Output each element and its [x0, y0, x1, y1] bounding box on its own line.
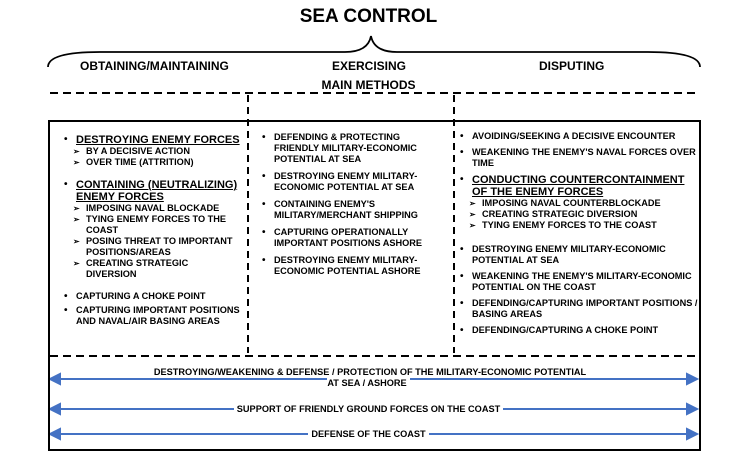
method-item: • DESTROYING ENEMY FORCES [64, 134, 240, 146]
method-item: • CAPTURING OPERATIONALLY IMPORTANT POSITIONS ASHORE [262, 227, 447, 249]
method-item: • DESTROYING ENEMY MILITARY-ECONOMIC POTENTIAL AT SEA [262, 171, 447, 193]
column-header-disputing: DISPUTING [539, 59, 605, 73]
method-item: • WEAKENING THE ENEMY'S NAVAL FORCES OVER TIME [460, 147, 698, 169]
method-subitem: ➢ TYING ENEMY FORCES TO THE COAST [460, 220, 698, 231]
method-subitem: ➢ CREATING STRATEGIC DIVERSION [460, 209, 698, 220]
method-subitem: ➢ IMPOSING NAVAL COUNTERBLOCKADE [460, 198, 698, 209]
exercising-methods-list [262, 126, 447, 277]
method-subitem: ➢ CREATING STRATEGIC DIVERSION [64, 258, 240, 280]
method-item: • DESTROYING ENEMY MILITARY-ECONOMIC POTENTIAL AT SEA [460, 244, 698, 266]
method-item: • AVOIDING/SEEKING A DECISIVE ENCOUNTER [460, 131, 698, 142]
method-subitem: ➢ OVER TIME (ATTRITION) [64, 157, 240, 168]
list-spacer [64, 168, 240, 176]
method-item: • DEFENDING & PROTECTING FRIENDLY MILITARY-ECONOMIC POTENTIAL AT SEA [262, 132, 447, 165]
column-header-exercising: EXERCISING [332, 59, 407, 73]
band-coast-defense: DEFENSE OF THE COAST [0, 429, 737, 440]
band-military-economic: DESTROYING/WEAKENING & DEFENSE / PROTECTION OF THE MILITARY-ECONOMIC POTENTIAL AT SEA / ASHORE [0, 367, 737, 389]
column-header-obtaining: OBTAINING/MAINTAINING [80, 59, 229, 73]
obtaining-methods-list [64, 131, 240, 327]
method-subitem: ➢ IMPOSING NAVAL BLOCKADE [64, 203, 240, 214]
diagram-title: SEA CONTROL [299, 6, 438, 27]
band-ground-support: SUPPORT OF FRIENDLY GROUND FORCES ON THE COAST [0, 404, 737, 415]
main-methods-label: MAIN METHODS [321, 78, 416, 92]
method-item: • CONTAINING ENEMY'S MILITARY/MERCHANT SHIPPING [262, 199, 447, 221]
method-item: • CAPTURING IMPORTANT POSITIONS AND NAVAL/AIR BASING AREAS [64, 305, 240, 327]
method-item: • CAPTURING A CHOKE POINT [64, 291, 240, 302]
method-item: • CONTAINING (NEUTRALIZING) ENEMY FORCES [64, 179, 240, 203]
method-subitem: ➢ TYING ENEMY FORCES TO THE COAST [64, 214, 240, 236]
method-subitem: ➢ BY A DECISIVE ACTION [64, 146, 240, 157]
list-spacer [460, 231, 698, 239]
list-spacer [64, 280, 240, 288]
method-item: • DESTROYING ENEMY MILITARY-ECONOMIC POTENTIAL ASHORE [262, 255, 447, 277]
disputing-methods-list [460, 126, 698, 336]
method-item: • DEFENDING/CAPTURING A CHOKE POINT [460, 325, 698, 336]
method-item: • CONDUCTING COUNTERCONTAINMENT OF THE ENEMY FORCES [460, 174, 698, 198]
method-item: • DEFENDING/CAPTURING IMPORTANT POSITIONS / BASING AREAS [460, 298, 698, 320]
method-item: • WEAKENING THE ENEMY'S MILITARY-ECONOMIC POTENTIAL ON THE COAST [460, 271, 698, 293]
method-subitem: ➢ POSING THREAT TO IMPORTANT POSITIONS/AREAS [64, 236, 240, 258]
